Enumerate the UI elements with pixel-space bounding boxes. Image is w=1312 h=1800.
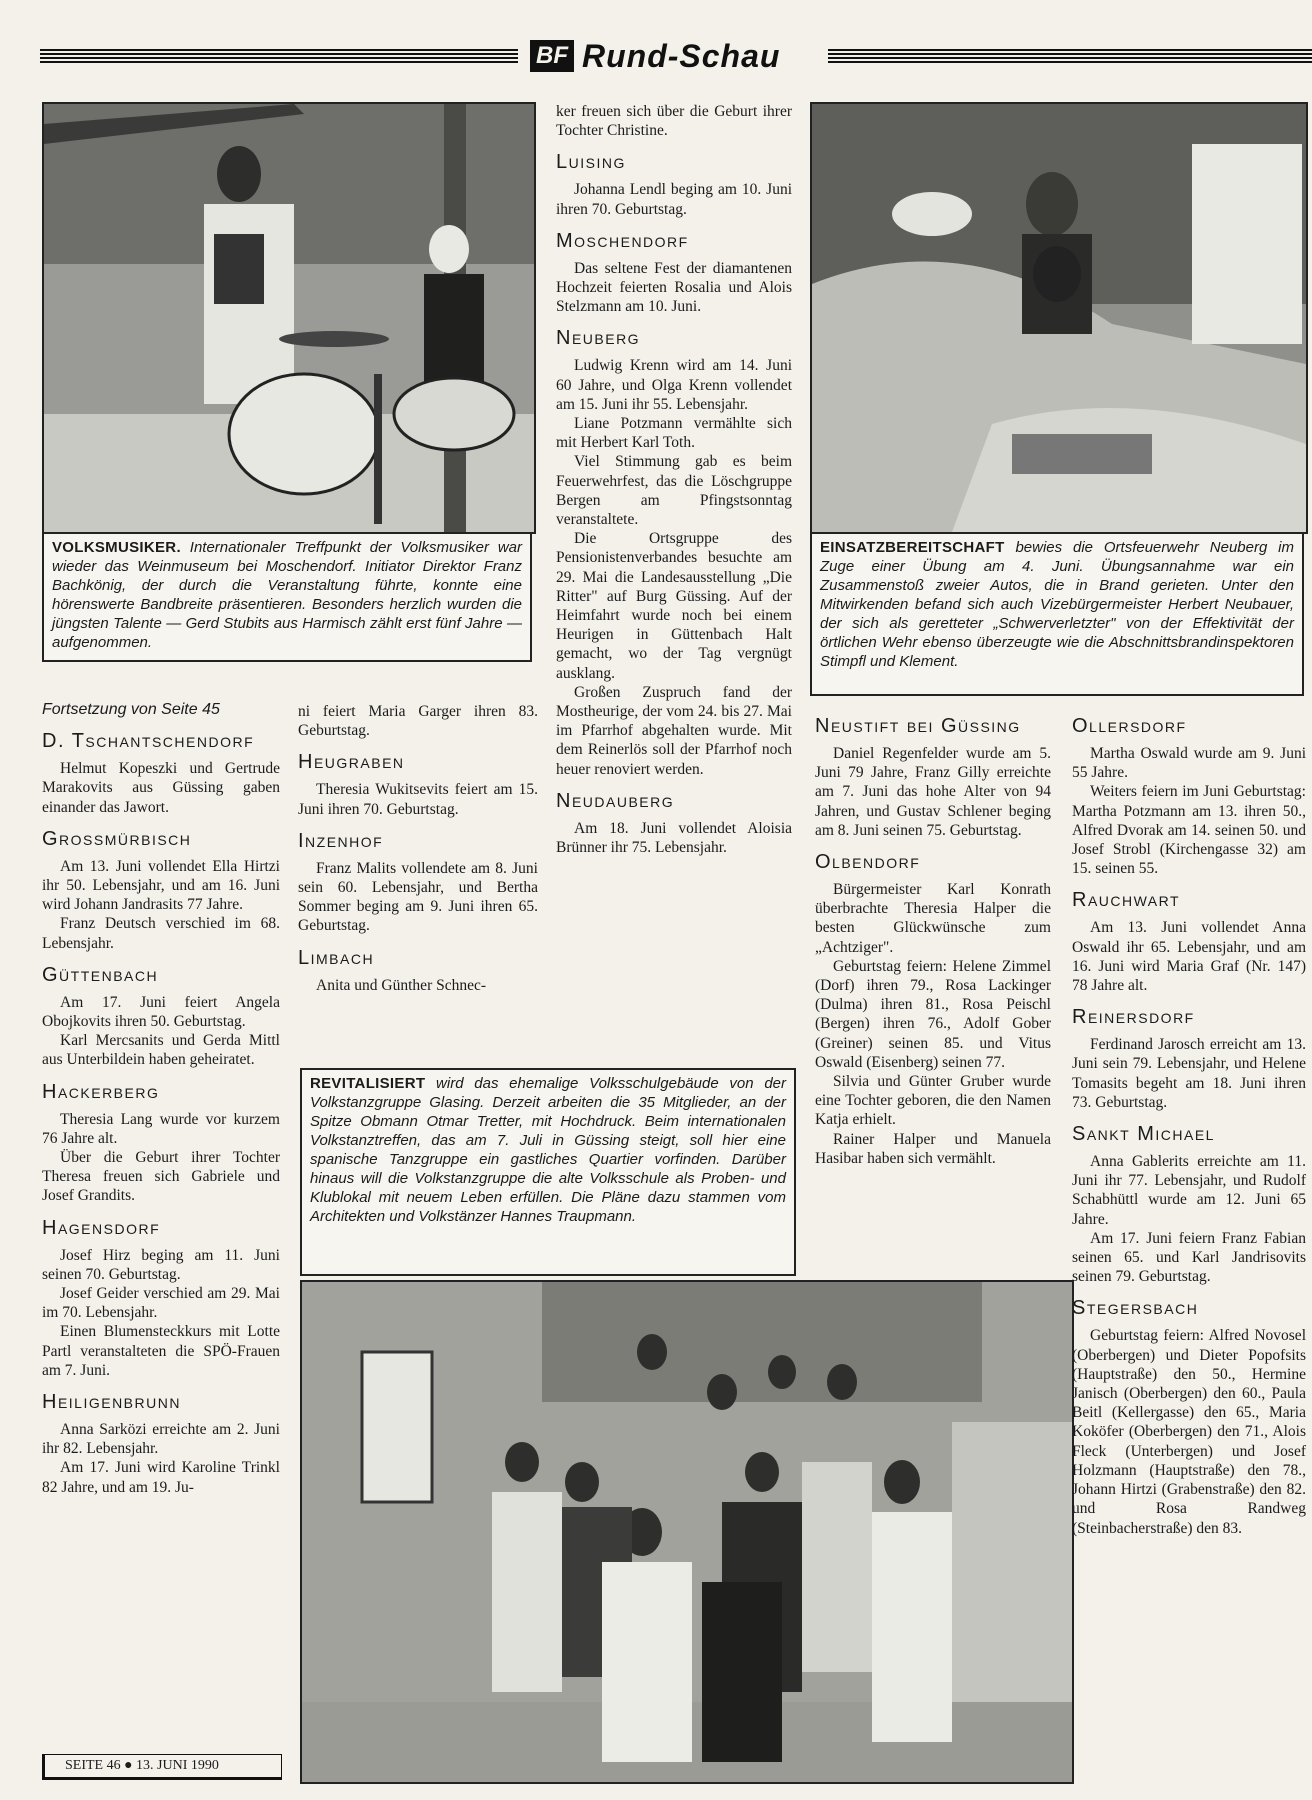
continued-note: Fortsetzung von Seite 45 <box>42 701 220 718</box>
paragraph: Geburtstag feiern: Alfred Novosel (Oberbergen) und Dieter Popofsits (Hauptstraße) den 50., Hermine Janisch (Oberbergen) den 60., Paula Beitl (Kellergasse) den 65., Maria Koköfer (Oberbergen) den 71., Alois Fleck (Unterbergen) und Josef Holzmann (Hauptstraße) den 78., Johann Hirtzi (Grabenstraße) den 82. und Rosa Randweg (Steinbacherstraße) den 83. <box>1072 1327 1306 1537</box>
section-heugraben <box>298 750 538 818</box>
paragraph: Das seltene Fest der diamantenen Hochzeit feierten Rosalia und Alois Stelzmann am 10. Juni. <box>556 259 792 316</box>
paragraph: Daniel Regenfelder wurde am 5. Juni 79 Jahre, Franz Gilly erreichte am 7. Juni das hohe Alter von 94 Jahren, und Gustav Schlener beging am 8. Juni seinen 75. Geburtstag. <box>815 745 1051 839</box>
paragraph: Am 13. Juni vollendet Anna Oswald ihr 65. Lebensjahr, und am 16. Juni wird Maria Graf (Nr. 147) 78 Jahre alt. <box>1072 919 1306 995</box>
paragraph: Martha Oswald wurde am 9. Juni 55 Jahre. <box>1072 745 1306 782</box>
paragraph: ni feiert Maria Garger ihren 83. Geburtstag. <box>298 703 538 740</box>
paragraph: Am 17. Juni wird Karoline Trinkl 82 Jahre, und am 19. Ju- <box>42 1459 280 1496</box>
paragraph: Am 13. Juni vollendet Ella Hirtzi ihr 50. Lebensjahr, und am 16. Juni wird Johann Jandrasits 77 Jahre. <box>42 857 280 914</box>
section-heading: D. Tschantschendorf <box>42 730 255 753</box>
section-guettenbach <box>42 963 280 1070</box>
section-heading: Ollersdorf <box>1072 715 1187 737</box>
caption-einsatzbereitschaft <box>810 532 1304 696</box>
paragraph: Am 18. Juni vollendet Aloisia Brünner ihr 75. Lebensjahr. <box>556 819 792 857</box>
section-heading: Hackerberg <box>42 1080 160 1103</box>
paragraph: Liane Potzmann vermählte sich mit Herbert Karl Toth. <box>556 415 792 452</box>
masthead <box>530 38 820 76</box>
section-inzenhof <box>298 829 538 936</box>
caption-text: Internationaler Treffpunkt der Volksmusiker war wieder das Weinmuseum bei Moschendorf. Initiator Direktor Franz Bachkönig, der durch die Veranstaltung führte, konnte eine hörenswerte Bandbreite präsentieren. Besonders herzlich wurden die jüngsten Talente — Gerd Stubits aus Harmisch zählt erst fünf Jahre — aufgenommen. <box>52 539 522 651</box>
caption-text: bewies die Ortsfeuerwehr Neuberg im Zuge einer Übung am 4. Juni. Übungsannahme war ein Zusammenstoß zweier Autos, die in Brand gerieten. Unter den Mitwirkenden befand sich auch Vizebürgermeister Herbert Neubauer, der sich als geretteter „Schwerverletzter" von der Effektivität der örtlichen Wehr ebenso überzeugte wie die Abschnittsbrandinspektoren Stimpfl und Klement. <box>820 539 1294 670</box>
paragraph: Viel Stimmung gab es beim Feuerwehrfest, das die Löschgruppe Bergen am Pfingstsonntag veranstaltete. <box>556 453 792 529</box>
paragraph: Ferdinand Jarosch erreicht am 13. Juni sein 79. Lebensjahr, und Helene Tomasits begeht am 18. Juni ihren 73. Geburtstag. <box>1072 1036 1306 1111</box>
paragraph: Weiters feiern im Juni Geburtstag: Martha Potzmann am 13. ihren 50., Alfred Dvorak am 14. seinen 50. und Josef Strobl (Kirchengasse 32) am 15. seinen 55. <box>1072 783 1306 878</box>
caption-lead: EINSATZBEREITSCHAFT <box>820 539 1005 556</box>
paragraph: Rainer Halper und Manuela Hasibar haben sich vermählt. <box>815 1130 1051 1167</box>
section-reinersdorf <box>1072 1005 1306 1112</box>
column-2 <box>298 702 538 995</box>
paragraph: Josef Geider verschied am 29. Mai im 70. Lebensjahr. <box>42 1285 280 1322</box>
paragraph: Einen Blumensteckkurs mit Lotte Partl veranstalteten die SPÖ-Frauen am 7. Juni. <box>42 1323 280 1379</box>
column-4 <box>815 714 1051 1168</box>
paragraph: Anna Gablerits erreichte am 11. Juni ihr 77. Lebensjahr, und Rudolf Schabhüttl wurde am 12. Juni 65 Jahre. <box>1072 1153 1306 1228</box>
paragraph: Bürgermeister Karl Konrath überbrachte Theresia Halper die besten Glückwünsche zum „Achtziger". <box>815 881 1051 956</box>
section-heading: Rauchwart <box>1072 889 1181 912</box>
paragraph: Am 17. Juni feiern Franz Fabian seinen 65. und Karl Jandrisovits seinen 79. Geburtstag. <box>1072 1229 1306 1286</box>
section-heading: Neustift bei Güssing <box>815 715 1021 737</box>
section-rauchwart <box>1072 888 1306 995</box>
section-heading: Güttenbach <box>42 963 159 986</box>
section-heading: Hagensdorf <box>42 1216 161 1239</box>
section-heading: Sankt Michael <box>1072 1123 1215 1146</box>
section-stegersbach <box>1072 1296 1306 1537</box>
paragraph: Johanna Lendl beging am 10. Juni ihren 70. Geburtstag. <box>556 181 792 218</box>
paragraph: Die Ortsgruppe des Pensionistenverbandes besuchte am 29. Mai die Landesausstellung „Die Ritter" auf Burg Güssing. Auf der Heimfahrt wurde noch bei einem Heurigen in Güttenbach Halt gemacht, wo der Tag vergnügt ausklang. <box>556 530 792 682</box>
section-title: Rund-Schau <box>582 38 781 74</box>
section-heading: Neudauberg <box>556 789 675 812</box>
caption-lead: REVITALISIERT <box>310 1075 426 1092</box>
column-1 <box>42 700 280 1497</box>
section-limbach <box>298 946 538 995</box>
section-heading: Heugraben <box>298 751 405 774</box>
paragraph: Ludwig Krenn wird am 14. Juni 60 Jahre, und Olga Krenn vollendet am 15. Juni ihr 55. Lebensjahr. <box>556 357 792 413</box>
section-heiligenbrunn <box>42 1390 280 1497</box>
section-moschendorf <box>556 229 792 317</box>
section-heading: Olbendorf <box>815 851 921 874</box>
paragraph: Über die Geburt ihrer Tochter Theresa freuen sich Gabriele und Josef Grandits. <box>42 1149 280 1205</box>
section-grossmuerbisch <box>42 827 280 953</box>
caption-text: wird das ehemalige Volksschulgebäude von der Volkstanzgruppe Glasing. Derzeit arbeiten die 35 Mitglieder, an der Spitze Obmann Otmar Tretter, mit Hochdruck. Beim internationalen Volkstanztreffen, das am 7. Juli in Güssing steigt, soll hier eine spanische Tanzgruppe ein gastliches Quartier vorfinden. Darüber hinaus will die Volkstanzgruppe die alte Volksschule als Proben- und Klublokal mit neuem Leben erfüllen. Die Pläne dazu stammen vom Architekten und Volkstänzer Hannes Traupmann. <box>310 1075 786 1225</box>
photo-volksmusiker <box>42 102 536 534</box>
paragraph: Theresia Lang wurde vor kurzem 76 Jahre alt. <box>42 1110 280 1147</box>
section-heading: Luising <box>556 151 626 174</box>
section-heading: Moschendorf <box>556 229 689 252</box>
section-heading: Grossmürbisch <box>42 827 192 850</box>
paragraph: Franz Malits vollendete am 8. Juni sein 60. Lebensjahr, und Bertha Sommer beging am 9. Juni ihren 65. Geburtstag. <box>298 859 538 935</box>
paragraph: Franz Deutsch verschied im 68. Lebensjahr. <box>42 915 280 952</box>
section-d-tschantschendorf <box>42 729 280 817</box>
footer-page-date: SEITE 46 ● 13. JUNI 1990 <box>65 1758 219 1773</box>
section-olbendorf <box>815 850 1051 1168</box>
page-footer <box>42 1754 282 1780</box>
paragraph: ker freuen sich über die Geburt ihrer Tochter Christine. <box>556 103 792 140</box>
paragraph: Helmut Kopeszki und Gertrude Marakovits aus Güssing gaben einander das Jawort. <box>42 760 280 816</box>
paragraph: Silvia und Günter Gruber wurde eine Tochter geboren, die den Namen Katja erhielt. <box>815 1073 1051 1129</box>
publication-logo: BF <box>530 40 574 72</box>
section-neuberg <box>556 326 792 778</box>
photo-einsatzbereitschaft <box>810 102 1308 534</box>
paragraph: Theresia Wukitsevits feiert am 15. Juni ihren 70. Geburtstag. <box>298 781 538 818</box>
section-heading: Limbach <box>298 946 375 969</box>
caption-revitalisiert <box>300 1068 796 1276</box>
column-3 <box>556 102 792 857</box>
paragraph: Am 17. Juni feiert Angela Obojkovits ihren 50. Geburtstag. <box>42 993 280 1031</box>
caption-volksmusiker <box>42 532 532 662</box>
paragraph: Anna Sarközi erreichte am 2. Juni ihr 82. Lebensjahr. <box>42 1421 280 1458</box>
section-heading: Heiligenbrunn <box>42 1391 181 1414</box>
paragraph: Geburtstag feiern: Helene Zimmel (Dorf) ihren 79., Rosa Lackinger (Dulma) ihren 81., Rosa Peischl (Bergen) ihren 76., Adolf Gober (Greiner) seinen 85. und Vitus Oswald (Eisenberg) seinen 77. <box>815 957 1051 1071</box>
paragraph: Großen Zuspruch fand der Mostheurige, der vom 24. bis 27. Mai im Pfarrhof abgehalten wurde. Mit dem Reinerlös soll der Pfarrhof noch heuer renoviert werden. <box>556 683 792 778</box>
section-sankt-michael <box>1072 1122 1306 1286</box>
section-ollersdorf <box>1072 714 1306 878</box>
section-heading: Reinersdorf <box>1072 1006 1195 1029</box>
caption-lead: VOLKSMUSIKER. <box>52 539 181 556</box>
section-heading: Inzenhof <box>298 829 384 852</box>
section-hackerberg <box>42 1080 280 1206</box>
column-5 <box>1072 714 1306 1538</box>
paragraph: Anita und Günther Schnec- <box>316 976 487 994</box>
paragraph: Josef Hirz beging am 11. Juni seinen 70. Geburtstag. <box>42 1246 280 1283</box>
section-heading: Neuberg <box>556 327 641 350</box>
section-neudauberg <box>556 789 792 857</box>
masthead-rule-right <box>828 49 1312 63</box>
section-heading: Stegersbach <box>1072 1297 1199 1320</box>
masthead-rule-left <box>40 49 518 63</box>
section-luising <box>556 150 792 218</box>
paragraph: Karl Mercsanits und Gerda Mittl aus Unterbildein haben geheiratet. <box>42 1032 280 1069</box>
photo-volkstanzgruppe <box>300 1280 1074 1784</box>
section-hagensdorf <box>42 1216 280 1380</box>
section-neustift-bei-guessing <box>815 714 1051 840</box>
